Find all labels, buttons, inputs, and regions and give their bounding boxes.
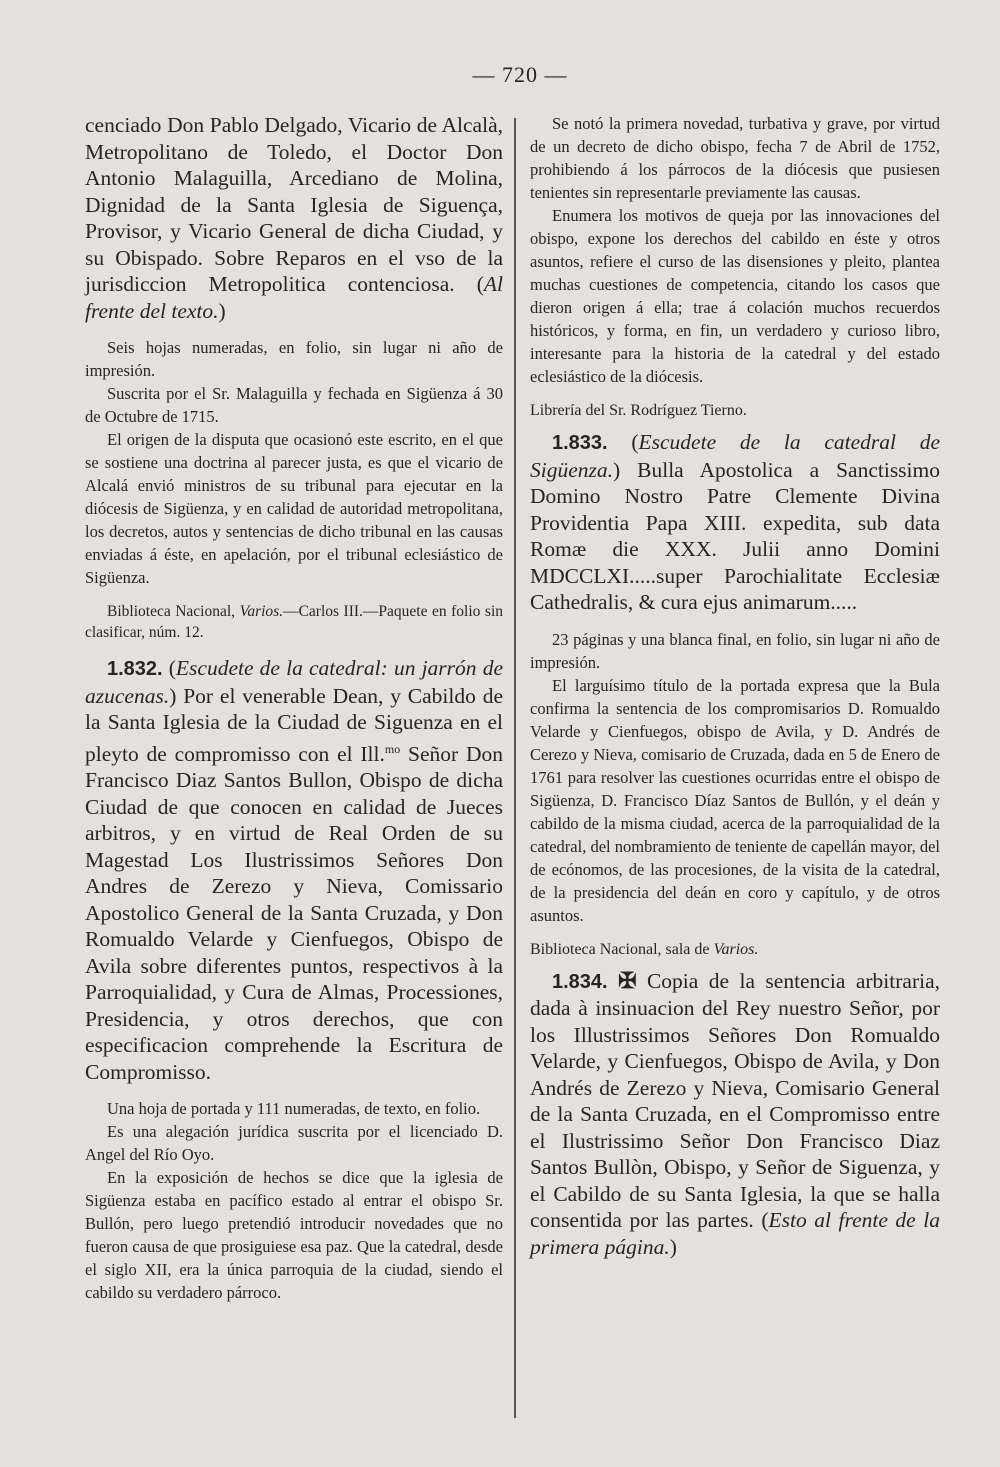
- description: El larguísimo título de la portada expresa que la Bula confirma la sentencia de los compromisarios D. Romualdo Velarde y Cienfuegos, obispo de Avila, y D. Andrés de Cerezo y Nieva, comisario de Cruzada, dada en 5 de Enero de 1761 para resolver las cuestiones ocurridas entre el obispo de Sigüenza, D. Francisco Díaz Santos de Bullón, y el deán y cabildo de la misma ciudad, acerca de la parroquialidad de la catedral, del nombramiento de teniente de capellán mayor, del de ecónomos, de las procesiones, de la visita de la catedral, de la presidencia del deán en coro y capítulo, y de otros asuntos.: [530, 675, 940, 925]
- entry-1833: 1.833. (Escudete de la catedral de Sigüenza.) Bulla Apostolica a Sanctissimo Domino Nostro Patre Clemente Divina Providentia Papa XIII. expedita, sub data Romæ die XXX. Julii anno Domini MDCCLXI.....super Parochialitate Ecclesiæ Cathedralis, & cura ejus animarum.....: [530, 430, 941, 614]
- description: En la exposición de hechos se dice que la iglesia de Sigüenza estaba en pacífico estado al entrar el obispo Sr. Bullón, pero luego pretendió introducir novedades que no fueron causa de que prosiguiese esa paz. Que la catedral, desde el siglo XII, era la única parroquia de la ciudad, siendo el cabildo su verdadero párroco.: [85, 1168, 503, 1303]
- description: Es una alegación jurídica suscrita por el licenciado D. Angel del Río Oyo.: [85, 1122, 503, 1165]
- entry-1832: 1.832. (Escudete de la catedral: un jarrón de azucenas.) Por el venerable Dean, y Cabildo de la Santa Iglesia de la Ciudad de Siguenza en el pleyto de compromisso con el Ill.$^{mo}$ Señor Don Francisco Diaz Santos Bullon, Obispo de dicha Ciudad de que conocen en calidad de Jueces arbitros, y en virtud de Real Orden de su Magestad Los Ilustrissimos Señores Don Andres de Zerezo y Nieva, Comissario Apostolico General de la Santa Cruzada, y Don Romualdo Velarde y Cienfuegos, Obispo de Avila sobre diferentes puntos, respectivos à la Parroquialidad, y Cura de Almas, Processiones, Presidencia, y otros derechos, que con especificacion comprehende la Escritura de Compromisso.: [85, 656, 504, 1084]
- entry-1834: 1.834. ✠ Copia de la sentencia arbitraria, dada à insinuacion del Rey nuestro Señor, por los Illustrissimos Señores Don Romualdo Velarde, y Cienfuegos, Obispo de Avila, y Don Andrés de Zerezo y Nieva, Comisario General de la Santa Cruzada, en el Compromisso entre el Ilustrissimo Señor Don Francisco Diaz Santos Bullòn, Obispo, y Señor de Siguenza, y el Cabildo de su Santa Iglesia, la que se halla consentida por las partes. (Esto al frente de la primera página.): [530, 967, 941, 1259]
- source-note: Biblioteca Nacional, sala de Varios.: [530, 940, 759, 958]
- page-number: — 720 —: [472, 62, 568, 87]
- continued-title: cenciado Don Pablo Delgado, Vicario de Alcalà, Metropolitano de Toledo, el Doctor Don Antonio Malaguilla, Arcediano de Molina, Dignidad de la Santa Iglesia de Siguença, Provisor, y Vicario General de dicha Ciudad, y su Obispado. Sobre Reparos en el vso de la jurisdiccion Metropolitica contenciosa. (Al frente del texto.): [85, 113, 503, 323]
- description: Suscrita por el Sr. Malaguilla y fechada en Sigüenza á 30 de Octubre de 1715.: [85, 384, 503, 426]
- description: Una hoja de portada y 111 numeradas, de texto, en folio.: [107, 1099, 481, 1119]
- entry-number: 1.833.: [552, 432, 608, 454]
- column-divider: [514, 118, 516, 1418]
- source-note: Librería del Sr. Rodríguez Tierno.: [530, 402, 747, 419]
- description: El origen de la disputa que ocasionó este escrito, en el que se sostiene una doctrina al parecer justa, es que el vicario de Alcalá envió ministros de su tribunal para ejecutar en la diócesis de Sigüenza, y en calidad de autoridad metropolitana, los decretos, autos y sentencias de dicho tribunal en las causas enviadas á éste, en apelación, por el tribunal eclesiástico de Sigüenza.: [85, 430, 503, 587]
- description: Seis hojas numeradas, en folio, sin lugar ni año de impresión.: [85, 338, 503, 380]
- description: Se notó la primera novedad, turbativa y grave, por virtud de un decreto de dicho obispo, fecha 7 de Abril de 1752, prohibiendo á los párrocos de la diócesis que pusiesen tenientes sin representarle previamente las causas.: [530, 114, 940, 202]
- description: 23 páginas y una blanca final, en folio, sin lugar ni año de impresión.: [530, 629, 940, 672]
- left-column: [85, 112, 503, 1304]
- entry-number: 1.834.: [552, 970, 608, 993]
- source-note: Biblioteca Nacional, Varios.—Carlos III.—Paquete en folio sin clasificar, núm. 12.: [85, 603, 504, 641]
- cross-icon: ✠: [618, 967, 637, 993]
- description: Enumera los motivos de queja por las innovaciones del obispo, expone los derechos del cabildo en éste y otros asuntos, refiere el curso de las disensiones y pleito, plantea muchas cuestiones de competencia, citando los casos que dieron origen á ella; trae á colación muchos recuerdos históricos, y forma, en fin, un verdadero y curioso libro, interesante para la historia de la catedral y del estado eclesiástico de la diócesis.: [530, 206, 940, 386]
- right-column: [530, 112, 940, 1260]
- entry-number: 1.832.: [107, 658, 163, 680]
